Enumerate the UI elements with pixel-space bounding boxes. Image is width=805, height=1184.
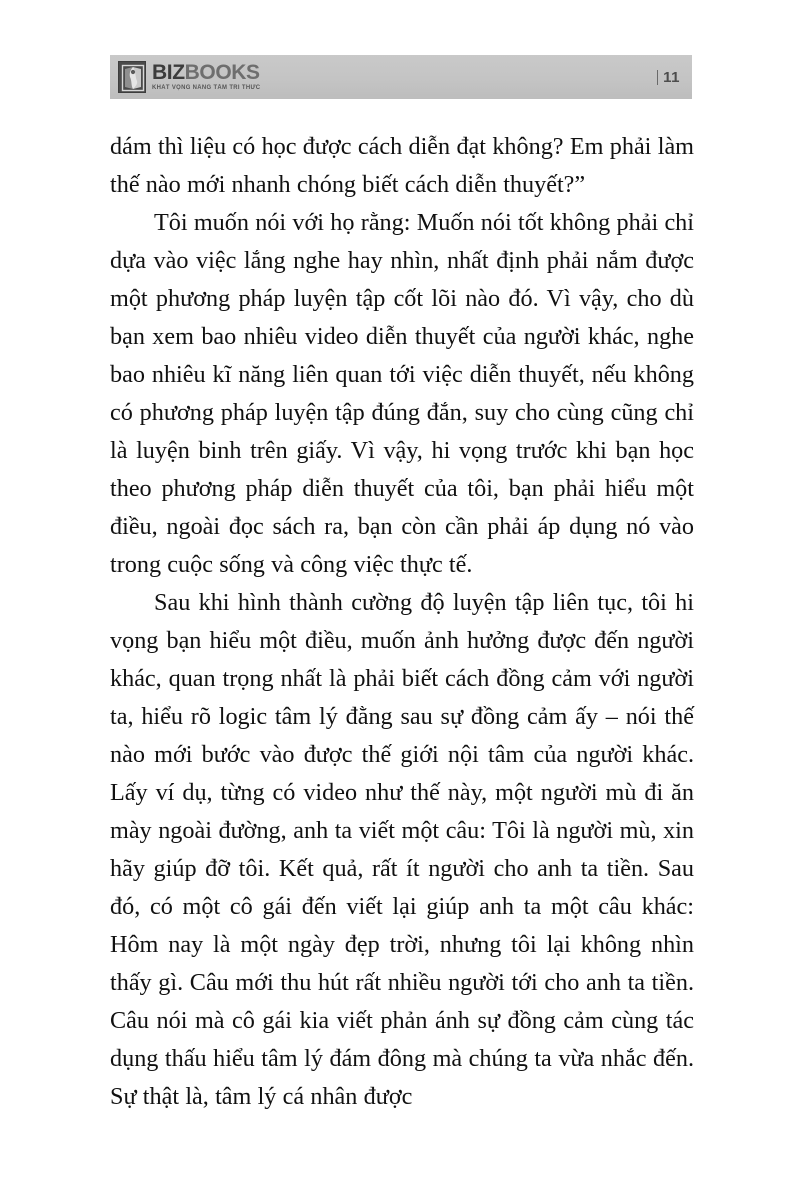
page-body-text [110,128,694,1116]
brand-wordmark-biz: BIZ [152,61,185,85]
page-folio [657,69,680,86]
brand-wordmark [152,62,265,83]
folio-divider-icon [657,70,658,85]
brand-text-block [152,62,265,91]
paragraph: dám thì liệu có học được cách diễn đạt không? Em phải làm thế nào mới nhanh chóng biết cách diễn thuyết?” [110,133,694,198]
brand-wordmark-books: BOOKS [184,61,260,85]
paragraph: Tôi muốn nói với họ rằng: Muốn nói tốt không phải chỉ dựa vào việc lắng nghe hay nhìn, nhất định phải nắm được một phương pháp luyện tập cốt lõi nào đó. Vì vậy, cho dù bạn xem bao nhiêu video diễn thuyết của người khác, nghe bao nhiêu kĩ năng liên quan tới việc diễn thuyết, nếu không có phương pháp luyện tập đúng đắn, suy cho cùng cũng chỉ là luyện binh trên giấy. Vì vậy, hi vọng trước khi bạn học theo phương pháp diễn thuyết của tôi, bạn phải hiểu một điều, ngoài đọc sách ra, bạn còn cần phải áp dụng nó vào trong cuộc sống và công việc thực tế. [110,209,694,578]
brand-tagline: KHÁT VỌNG NÂNG TẦM TRI THỨC [152,84,261,92]
page-header-banner [110,55,692,99]
paragraph: Sau khi hình thành cường độ luyện tập liên tục, tôi hi vọng bạn hiểu một điều, muốn ảnh hưởng được đến người khác, quan trọng nhất là phải biết cách đồng cảm với người ta, hiểu rõ logic tâm lý đằng sau sự đồng cảm ấy – nói thế nào mới bước vào được thế giới nội tâm của người khác. Lấy ví dụ, từng có video như thế này, một người mù đi ăn mày ngoài đường, anh ta viết một câu: Tôi là người mù, xin hãy giúp đỡ tôi. Kết quả, rất ít người cho anh ta tiền. Sau đó, có một cô gái đến viết lại giúp anh ta một câu khác: Hôm nay là một ngày đẹp trời, nhưng tôi lại không nhìn thấy gì. Câu mới thu hút rất nhiều người tới cho anh ta tiền. Câu nói mà cô gái kia viết phản ánh sự đồng cảm cùng tác dụng thấu hiểu tâm lý đám đông mà chúng ta vừa nhắc đến. Sự thật là, tâm lý cá nhân được [110,589,694,1110]
book-emblem-icon [118,61,146,93]
page-number: 11 [663,68,680,86]
bizbooks-logo [118,55,265,99]
